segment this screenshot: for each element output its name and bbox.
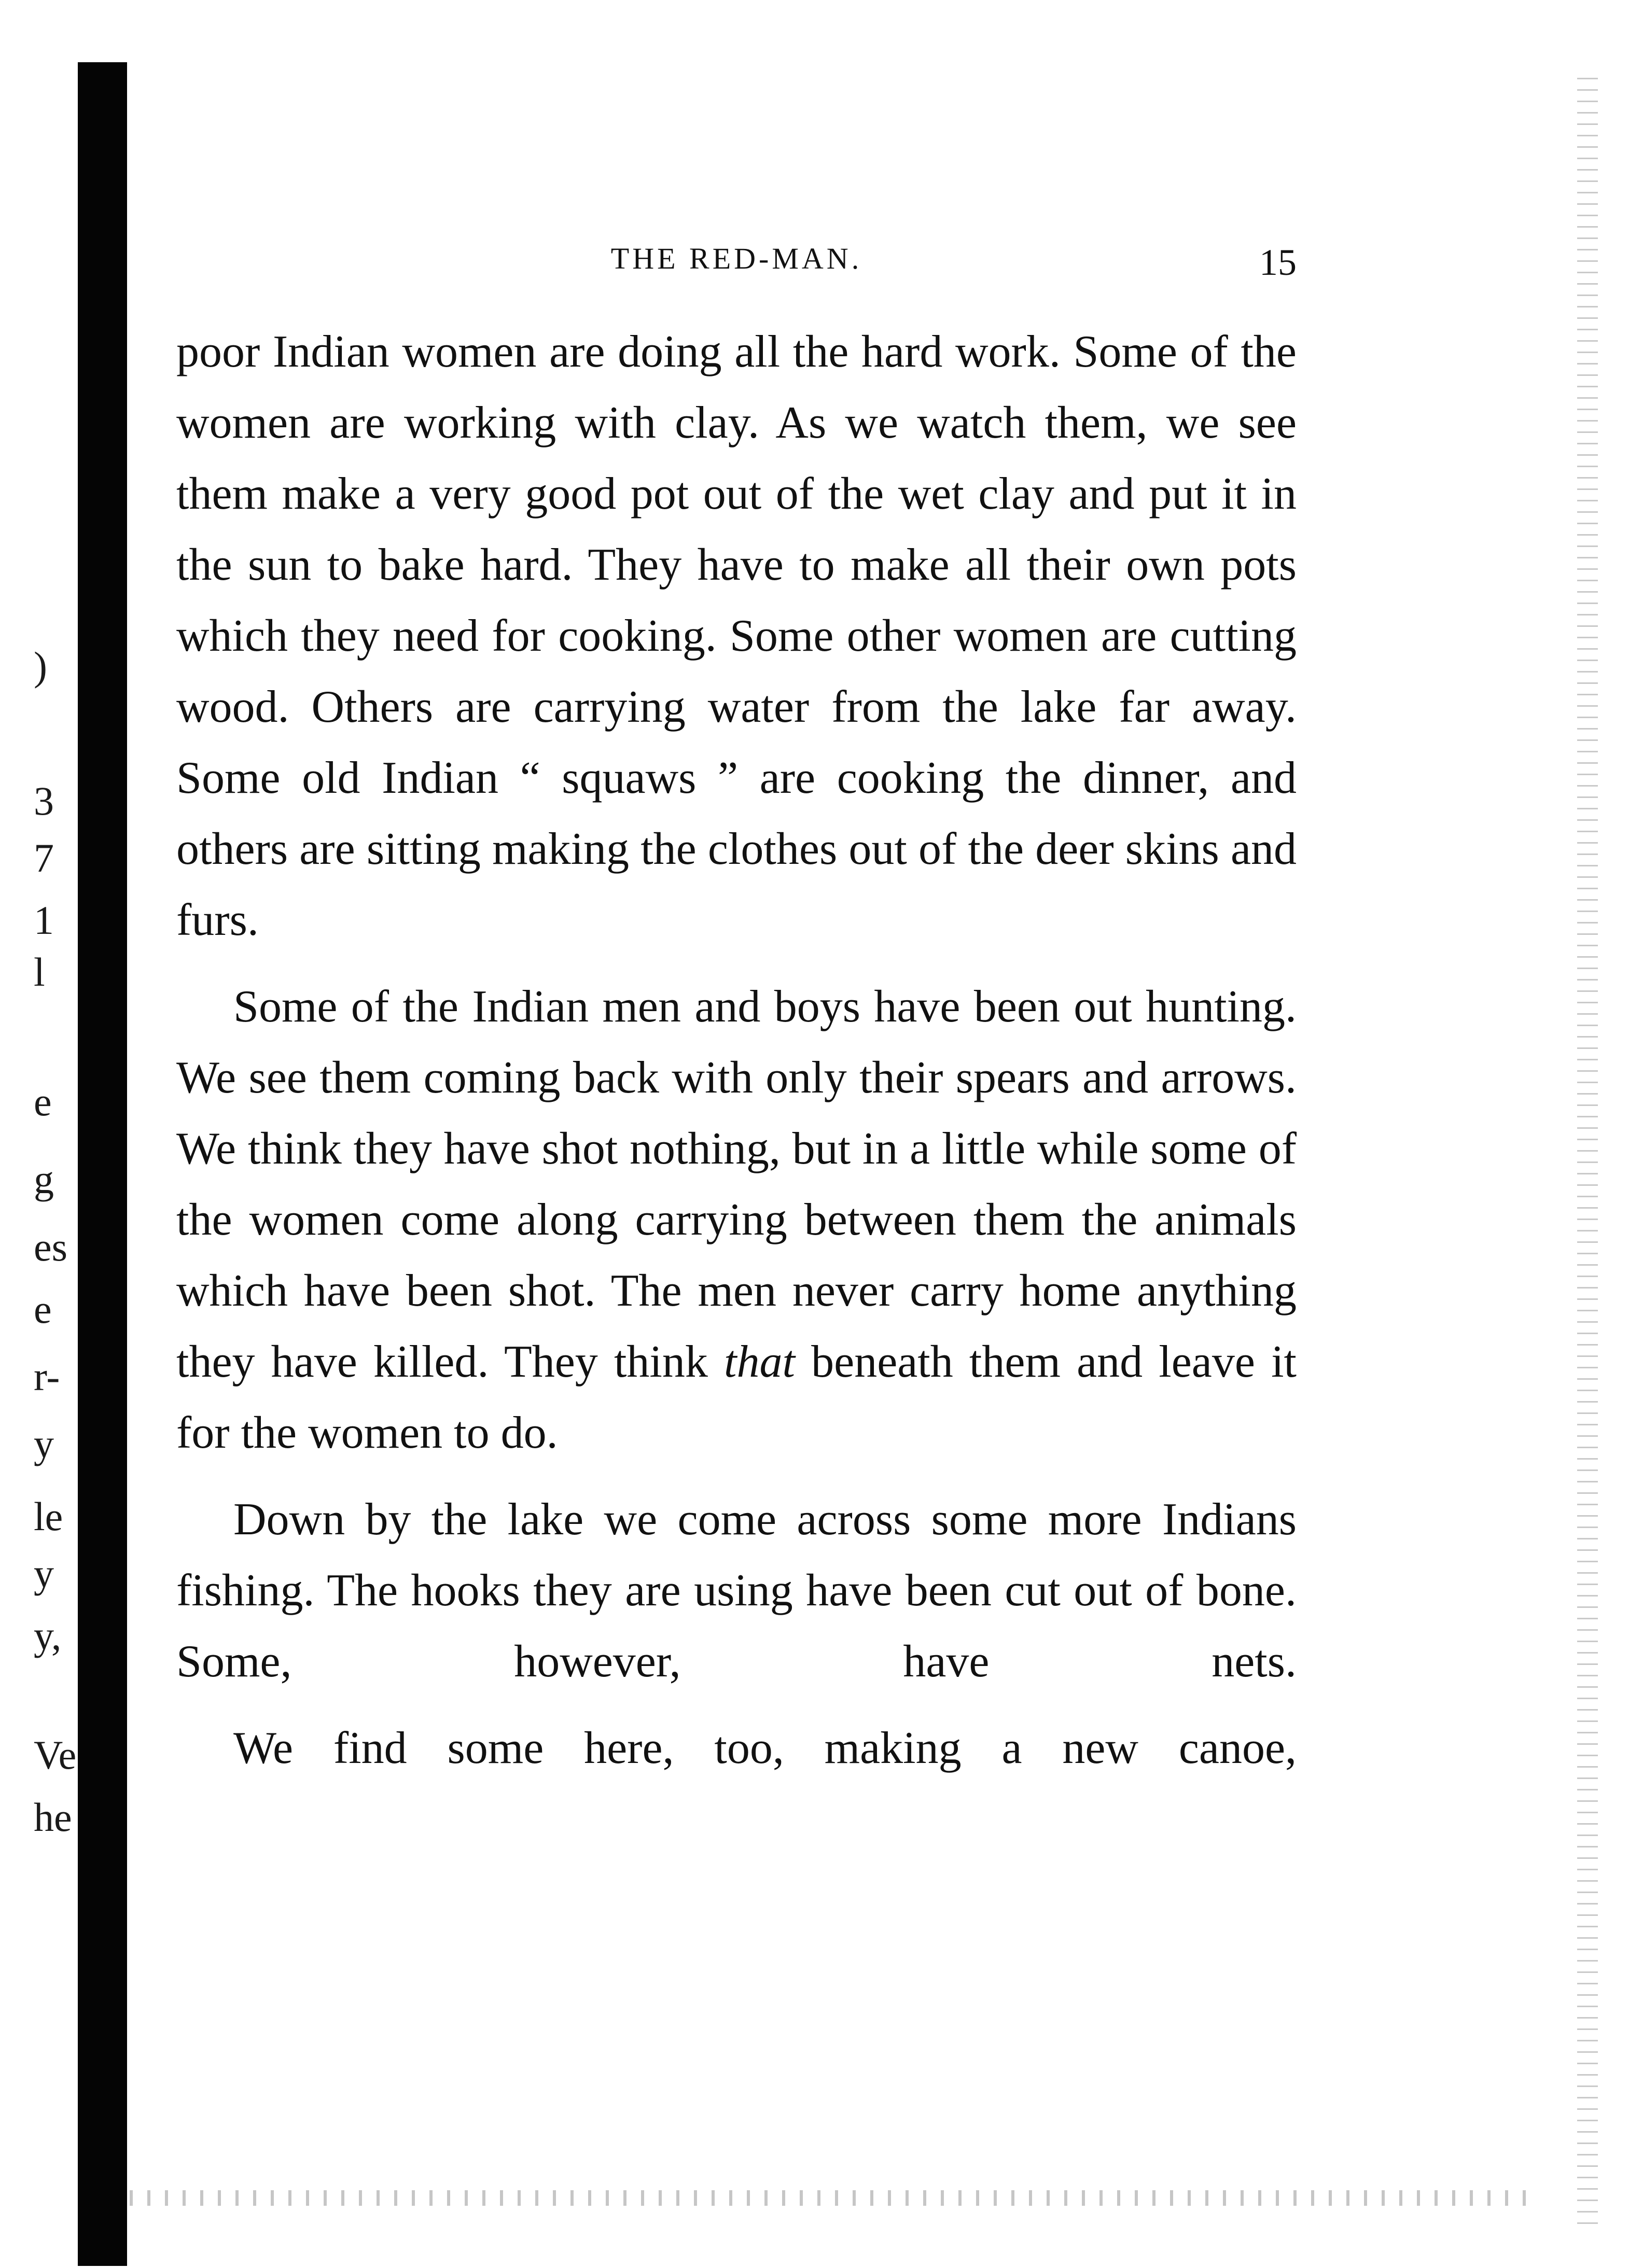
- paragraph-text: beneath them and leave it for the women to do.: [176, 1337, 1297, 1458]
- bleed-letter: 1: [34, 898, 54, 943]
- bleed-letter: y: [34, 1551, 54, 1596]
- page-edge-noise: [1577, 78, 1598, 2230]
- bleed-letter: g: [34, 1157, 54, 1202]
- paragraph: [176, 971, 1297, 1468]
- bleed-letter: e: [34, 1286, 52, 1332]
- bleed-letter: 7: [34, 835, 54, 880]
- bleed-letter: ): [34, 643, 47, 689]
- binding-gutter-shadow: [78, 62, 127, 2266]
- paragraph-text: Down by the lake we come across some more Indians fishing. The hooks they are using have been cut out of bone. Some, however, have nets.: [176, 1494, 1297, 1687]
- paragraph: [176, 316, 1297, 956]
- bleed-letter: es: [34, 1224, 67, 1269]
- page-number: 15: [1259, 242, 1297, 283]
- paragraph: [176, 1713, 1297, 1784]
- paragraph-text: poor Indian women are doing all the hard work. Some of the women are working with clay. As we watch them, we see them make a very good pot out of the wet clay and put it in the sun to bake hard. They have to make all their own pots which they need for cooking. Some other women are cutting wood. Others are carrying water from the lake far away. Some old Indian “ squaws ” are cooking the dinner, and others are sitting making the clothes out of the deer skins and furs.: [176, 327, 1297, 945]
- bottom-edge-noise: [130, 2190, 1530, 2206]
- bleed-letter: l: [34, 949, 45, 995]
- paragraph: [176, 1484, 1297, 1697]
- bleed-letter: le: [34, 1494, 63, 1539]
- italic-text: that: [724, 1337, 795, 1387]
- bleed-letter: r-: [34, 1354, 60, 1399]
- paragraph-text: Some of the Indian men and boys have been out hunting. We see them coming back with only their spears and arrows. We think they have shot nothing, but in a little while some of the women come along carrying between them the animals which have been shot. The men never carry home anything they have killed. They think: [176, 982, 1297, 1387]
- body-text: [176, 316, 1297, 1799]
- running-head: THE RED-MAN.: [610, 242, 862, 275]
- bleed-letter: y: [34, 1421, 54, 1466]
- bleed-letter: Ve: [34, 1732, 77, 1777]
- facing-page-bleed: [21, 0, 78, 2268]
- page-header: [176, 241, 1297, 288]
- bleed-letter: he: [34, 1795, 72, 1840]
- bleed-letter: 3: [34, 778, 54, 823]
- bleed-letter: e: [34, 1079, 52, 1124]
- bleed-letter: y,: [34, 1613, 62, 1658]
- paragraph-text: We find some here, too, making a new canoe,: [233, 1723, 1297, 1773]
